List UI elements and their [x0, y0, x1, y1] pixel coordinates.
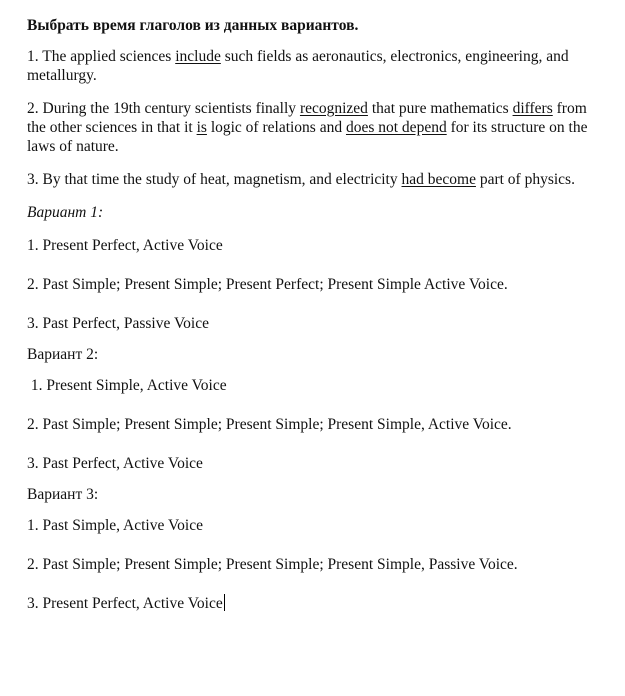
sentence-text: such fields as aeronautics, electronics, engineering, and metallurgy. [27, 48, 569, 84]
variant-heading-3: Вариант 3: [27, 486, 99, 503]
underlined-verb: had become [401, 171, 476, 188]
variant-2-option-3: 3. Past Perfect, Active Voice [27, 455, 203, 472]
underlined-verb: is [196, 119, 207, 136]
variant-2-option-2: 2. Past Simple; Present Simple; Present Simple; Present Simple, Active Voice. [27, 416, 512, 433]
sentence-text: By that time the study of heat, magnetism, and electricity [42, 171, 402, 188]
variant-heading-2: Вариант 2: [27, 346, 99, 363]
sentence-text: logic of relations and [206, 119, 346, 136]
sentence-3 [27, 170, 597, 189]
sentence-text: for its structure on the laws of nature. [27, 119, 588, 155]
variant-3-option-3: 3. Present Perfect, Active Voice [27, 595, 223, 612]
sentence-1 [27, 47, 597, 85]
sentence-2 [27, 99, 597, 156]
sentence-list [27, 47, 597, 189]
variant-1-option-1: 1. Present Perfect, Active Voice [27, 237, 223, 254]
sentence-text: The applied sciences [42, 48, 176, 65]
sentence-number: 2. [27, 100, 43, 117]
sentence-text: that pure mathematics [367, 100, 513, 117]
sentence-text: During the 19th century scientists finally [42, 100, 300, 117]
variant-3-option-2: 2. Past Simple; Present Simple; Present Simple; Present Simple, Passive Voice. [27, 556, 518, 573]
text-cursor [224, 594, 225, 611]
underlined-verb: differs [512, 100, 553, 117]
underlined-verb: include [175, 48, 221, 65]
underlined-verb: does not depend [345, 119, 447, 136]
variant-3-option-1: 1. Past Simple, Active Voice [27, 517, 203, 534]
task-title: Выбрать время глаголов из данных вариантов. [27, 17, 359, 34]
sentence-text: from the other sciences in that it [27, 100, 587, 136]
sentence-number: 3. [27, 171, 43, 188]
underlined-verb: recognized [299, 100, 368, 117]
variant-list [27, 203, 597, 613]
sentence-number: 1. [27, 48, 43, 65]
sentence-text: part of physics. [475, 171, 575, 188]
variant-2-option-1: 1. Present Simple, Active Voice [27, 377, 227, 394]
variant-heading-1: Вариант 1: [27, 204, 104, 221]
variant-1-option-2: 2. Past Simple; Present Simple; Present Perfect; Present Simple Active Voice. [27, 276, 508, 293]
variant-1-option-3: 3. Past Perfect, Passive Voice [27, 315, 209, 332]
document-body[interactable] [27, 16, 597, 625]
